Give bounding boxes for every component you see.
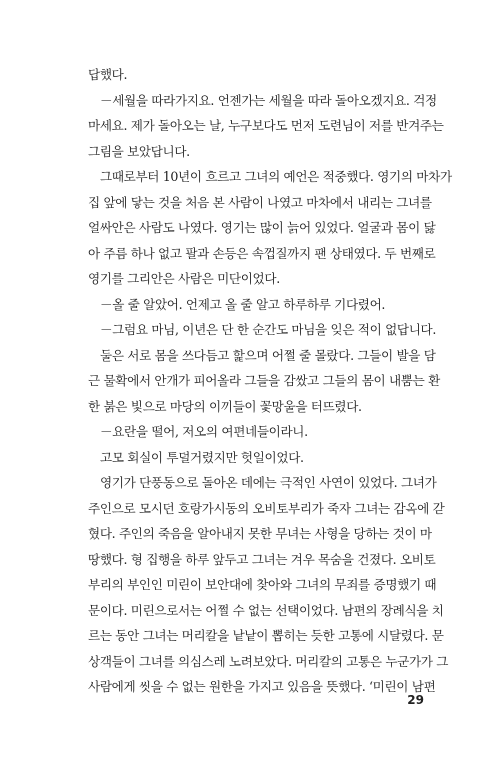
text-line: －올 줄 알았어. 언제고 올 줄 알고 하루하루 기다렸어. xyxy=(100,296,386,312)
page-number: 29 xyxy=(407,693,424,707)
text-line: 근 물확에서 안개가 피어올라 그들을 감쌌고 그들의 몸이 내뿜는 환 xyxy=(88,373,440,388)
text-line: 부리의 부인인 미린이 보안대에 찾아와 그녀의 무죄를 증명했기 때 xyxy=(88,577,437,592)
text-line: 마세요. 제가 돌아오는 날, 누구보다도 먼저 도련님이 저를 반겨주는 xyxy=(88,118,444,133)
text-line: 사람에게 씻을 수 없는 원한을 가지고 있음을 뜻했다. ‘미린이 남편 xyxy=(88,679,436,694)
text-line: 한 붉은 빛으로 마당의 이끼들이 꽃망울을 터뜨렸다. xyxy=(88,398,362,414)
text-line: 상객들이 그녀를 의심스레 노려보았다. 머리칼의 고통은 누군가가 그 xyxy=(88,653,449,669)
text-line: 그림을 보았답니다. xyxy=(88,143,190,159)
text-line: 아 주름 하나 없고 팔과 손등은 속껍질까지 팬 상태였다. 두 번째로 xyxy=(88,245,436,261)
text-line: 혔다. 주인의 죽음을 알아내지 못한 무녀는 사형을 당하는 것이 마 xyxy=(88,526,432,541)
text-line: 주인으로 모시던 호랑가시동의 오비토부리가 죽자 그녀는 감옥에 갇 xyxy=(88,500,445,516)
body-text xyxy=(88,62,452,700)
text-line: －요란을 떨어, 저오의 여편네들이라니. xyxy=(100,424,308,439)
text-line: 집 앞에 닿는 것을 처음 본 사람이 나였고 마차에서 내리는 그녀를 xyxy=(88,194,432,210)
text-line: 얼싸안은 사람도 나였다. 영기는 많이 늙어 있었다. 얼굴과 몸이 닳 xyxy=(88,220,436,235)
text-line: 영기를 그리안은 사람은 미단이었다. xyxy=(88,271,280,286)
text-line: 고모 회실이 투덜거렸지만 헛일이었다. xyxy=(100,449,304,465)
text-line: 영기가 단풍동으로 돌아온 데에는 극적인 사연이 있었다. 그녀가 xyxy=(100,475,437,490)
text-line: 답했다. xyxy=(88,67,128,82)
text-line: －그럼요 마님, 이년은 단 한 순간도 마님을 잊은 적이 없답니다. xyxy=(100,322,437,337)
text-line: 땅했다. 형 집행을 하루 앞두고 그녀는 겨우 목숨을 건졌다. 오비토 xyxy=(88,551,436,567)
text-line: 둘은 서로 몸을 쓰다듬고 핥으며 어쩔 줄 몰랐다. 그들이 발을 담 xyxy=(100,347,436,363)
text-line: 문이다. 미린으로서는 어쩔 수 없는 선택이었다. 남편의 장례식을 치 xyxy=(88,602,444,618)
text-line: 르는 동안 그녀는 머리칼을 낱낱이 뽑히는 듯한 고통에 시달렸다. 문 xyxy=(88,628,444,643)
text-line: 그때로부터 10년이 흐르고 그녀의 예언은 적중했다. 영기의 마차가 xyxy=(100,169,452,184)
text-line: －세월을 따라가지요. 언젠가는 세월을 따라 돌아오겠지요. 걱정 xyxy=(100,92,437,108)
